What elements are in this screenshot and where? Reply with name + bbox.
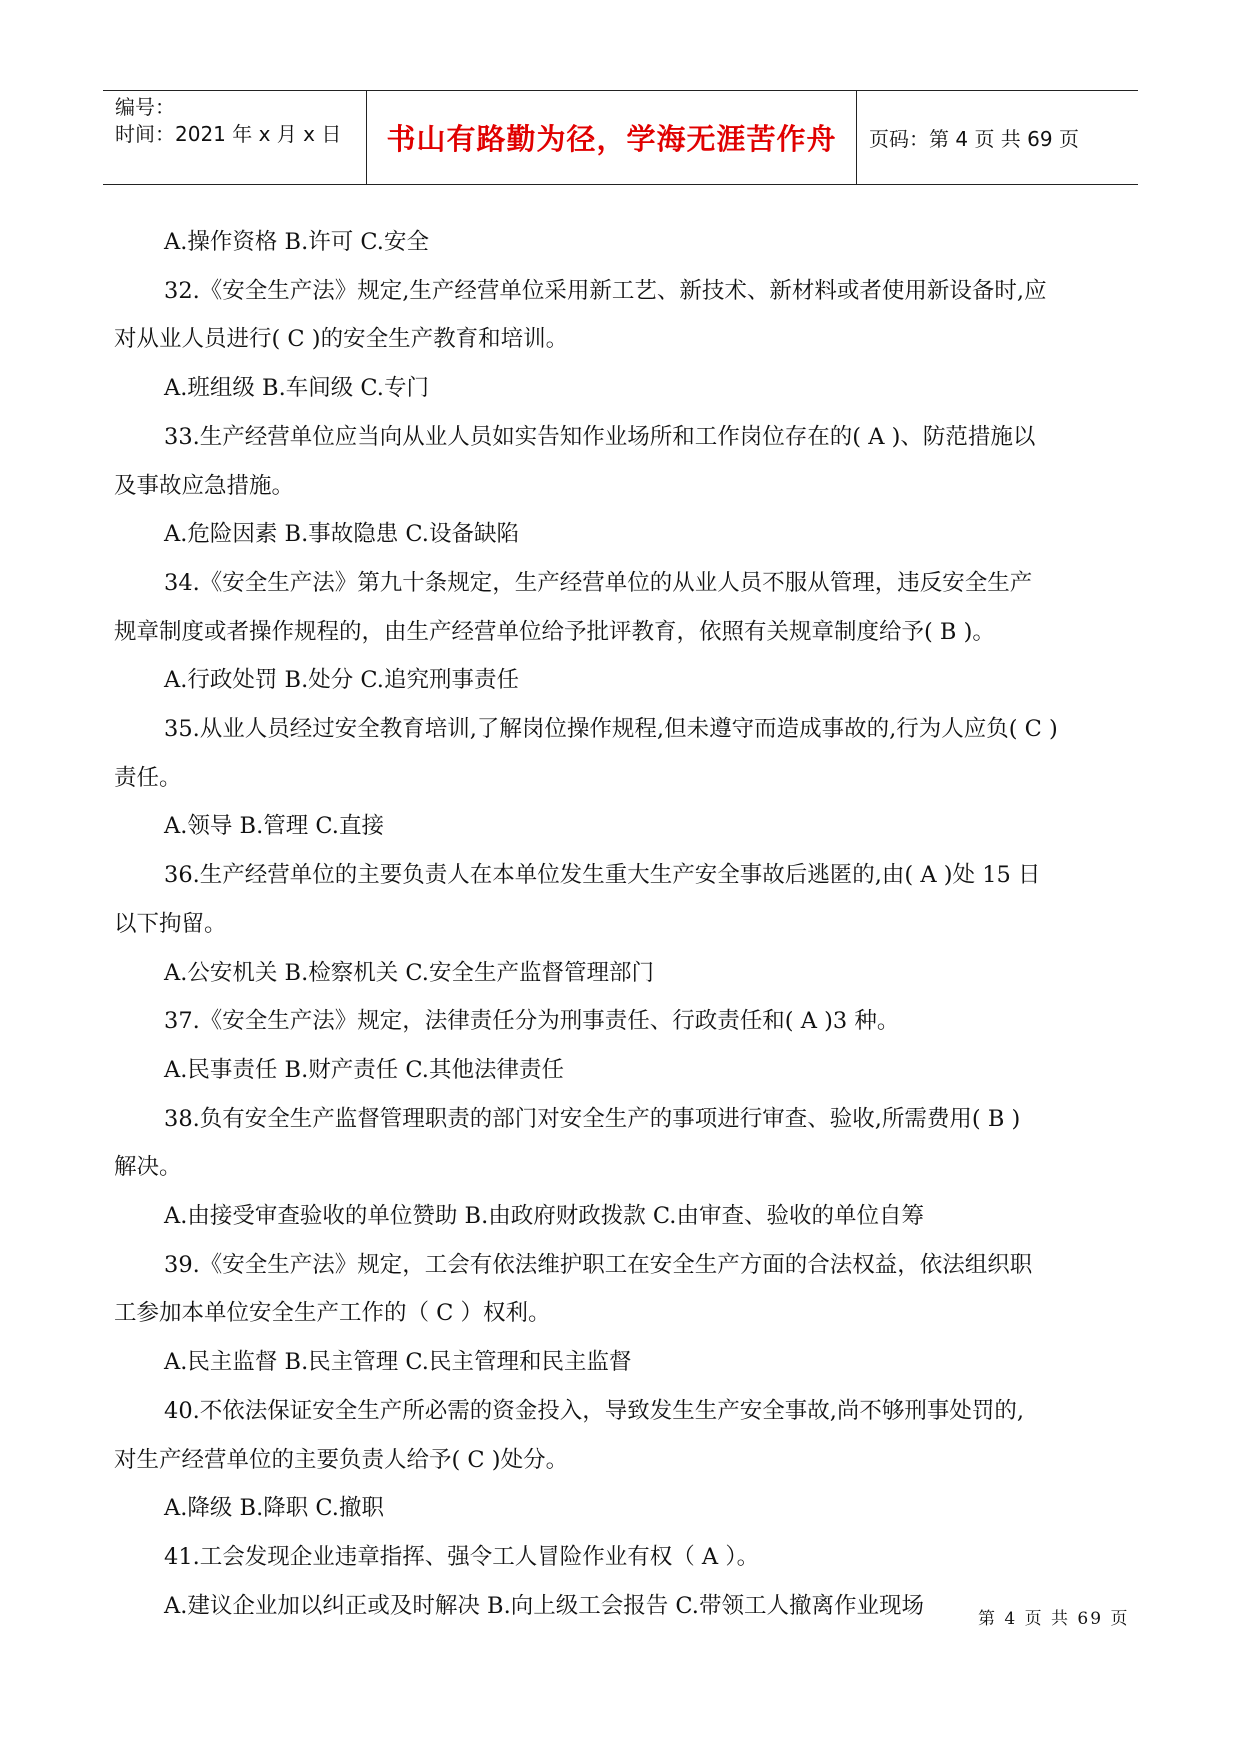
page-header [103,90,1138,185]
header-meta [103,91,367,184]
text-line: 33.生产经营单位应当向从业人员如实告知作业场所和工作岗位存在的( A )、防范措施以 [164,423,1036,450]
text-line: 及事故应急措施。 [114,472,295,499]
text-line: A.降级 B.降职 C.撤职 [164,1495,384,1522]
text-line: A.领导 B.管理 C.直接 [164,813,384,840]
text-line: 对生产经营单位的主要负责人给予( C )处分。 [114,1446,569,1473]
text-line: 工参加本单位安全生产工作的（ C ）权利。 [114,1300,551,1327]
text-line: A.建议企业加以纠正或及时解决 B.向上级工会报告 C.带领工人撤离作业现场 [164,1592,924,1619]
text-line: A.由接受审查验收的单位赞助 B.由政府财政拨款 C.由审查、验收的单位自筹 [164,1203,924,1230]
text-line: A.危险因素 B.事故隐患 C.设备缺陷 [164,521,519,548]
text-line: A.民事责任 B.财产责任 C.其他法律责任 [164,1056,564,1083]
text-line: A.操作资格 B.许可 C.安全 [164,229,429,255]
header-motto: 书山有路勤为径，学海无涯苦作舟 [367,91,857,184]
text-line: 35.从业人员经过安全教育培训,了解岗位操作规程,但未遵守而造成事故的,行为人应负( C ) [164,716,1058,743]
text-line: 41.工会发现企业违章指挥、强令工人冒险作业有权（ A ）。 [164,1543,760,1570]
header-page-number: 页码：第 4 页 共 69 页 [869,127,1079,151]
header-id: 编号： [115,95,175,119]
text-line: 34.《安全生产法》第九十条规定，生产经营单位的从业人员不服从管理，违反安全生产 [164,569,1033,596]
text-line: A.班组级 B.车间级 C.专门 [164,375,429,402]
text-line: 规章制度或者操作规程的，由生产经营单位给予批评教育，依照有关规章制度给予( B )。 [114,618,995,645]
text-line: 37.《安全生产法》规定，法律责任分为刑事责任、行政责任和( A )3 种。 [164,1008,900,1035]
text-line: 解决。 [114,1154,182,1181]
text-line: 以下拘留。 [114,910,227,937]
document-body [114,218,1134,1630]
text-line: 40.不依法保证安全生产所必需的资金投入，导致发生生产安全事故,尚不够刑事处罚的, [164,1397,1025,1424]
text-line: A.公安机关 B.检察机关 C.安全生产监督管理部门 [164,959,654,986]
text-line: A.民主监督 B.民主管理 C.民主管理和民主监督 [164,1349,632,1376]
text-line: 38.负有安全生产监督管理职责的部门对安全生产的事项进行审查、验收,所需费用( B ) [164,1105,1021,1132]
text-line: 32.《安全生产法》规定,生产经营单位采用新工艺、新技术、新材料或者使用新设备时,应 [164,277,1047,304]
text-line: 39.《安全生产法》规定，工会有依法维护职工在安全生产方面的合法权益，依法组织职 [164,1251,1033,1278]
text-line: A.行政处罚 B.处分 C.追究刑事责任 [164,667,519,694]
text-line: 责任。 [114,764,182,791]
header-time: 时间：2021 年 x 月 x 日 [115,122,342,146]
page-footer: 第 4 页 共 69 页 [978,1609,1130,1629]
text-line: 36.生产经营单位的主要负责人在本单位发生重大生产安全事故后逃匿的,由( A )处 15 日 [164,862,1041,889]
text-line: 对从业人员进行( C )的安全生产教育和培训。 [114,326,569,353]
